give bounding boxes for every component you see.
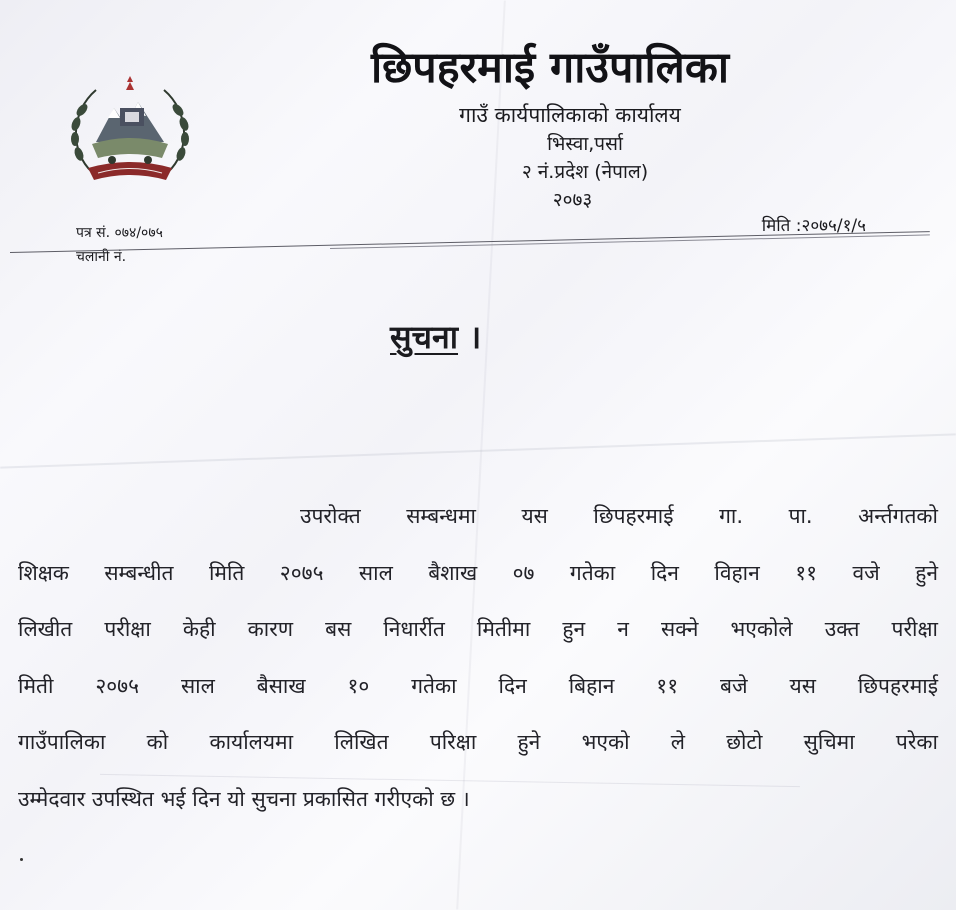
body-line: उम्मेदवार उपस्थित भई दिन यो सुचना प्रकासित गरीएको छ ।: [18, 786, 470, 811]
notice-heading: [390, 315, 481, 359]
established-year: २०७३: [552, 189, 593, 211]
office-name: गाउँ कार्यपालिकाको कार्यालय: [459, 103, 681, 127]
body-line: लिखीत परीक्षा केही कारण बस निधार्रीत मितीमा हुन न सक्ने भएकोले उक्त परीक्षा: [18, 617, 938, 641]
letterhead: [250, 40, 850, 214]
notice-heading-text: सुचना: [390, 318, 459, 356]
paper-crease: [0, 433, 955, 468]
body-line: उपरोक्त सम्बन्धमा यस छिपहरमाई गा. पा. अर्न्तगतको: [300, 504, 938, 528]
letter-date: मिति :२०७५/१/५: [761, 216, 866, 236]
province-line: २ नं.प्रदेश (नेपाल): [521, 161, 649, 183]
reference-block: [76, 221, 163, 269]
letter-number: पत्र सं. ०७४/०७५: [76, 225, 163, 241]
office-address: भिस्वा,पर्सा: [547, 133, 623, 155]
notice-body: [18, 488, 938, 827]
body-line: शिक्षक सम्बन्धीत मिति २०७५ साल बैशाख ०७ गतेका दिन विहान ११ वजे हुने: [18, 560, 938, 585]
body-line: गाउँपालिका को कार्यालयमा लिखित परिक्षा हुने भएको ले छोटो सुचिमा परेका: [18, 730, 938, 754]
body-line: मिती २०७५ साल बैसाख १० गतेका दिन बिहान ११ बजे यस छिपहरमाई: [18, 673, 938, 698]
dispatch-number: चलानी नं.: [76, 249, 127, 265]
nepal-emblem-icon: [62, 72, 198, 194]
ink-dot: [20, 858, 23, 861]
municipality-title: छिपहरमाई गाउँपालिका: [371, 43, 729, 93]
notice-heading-mark: ।: [469, 318, 482, 356]
